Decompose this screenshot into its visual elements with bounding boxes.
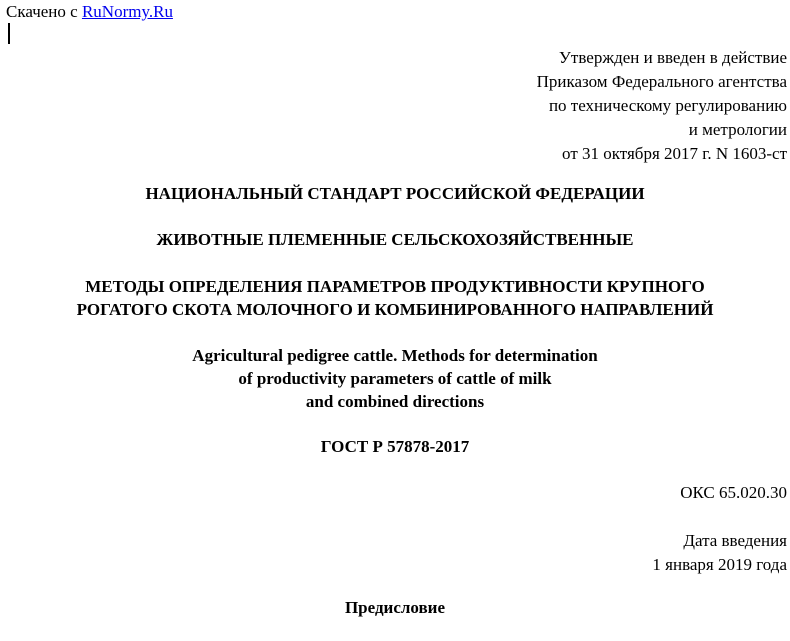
approval-line: от 31 октября 2017 г. N 1603-ст <box>562 144 787 163</box>
introduction-date-value: 1 января 2019 года <box>652 555 787 574</box>
gost-number: ГОСТ Р 57878-2017 <box>320 437 470 456</box>
oks-code: ОКС 65.020.30 <box>680 483 787 502</box>
english-title <box>0 344 790 413</box>
download-notice <box>6 2 173 22</box>
methods-title-line: МЕТОДЫ ОПРЕДЕЛЕНИЯ ПАРАМЕТРОВ ПРОДУКТИВНОСТИ КРУПНОГО <box>85 277 705 296</box>
approval-block <box>367 46 787 166</box>
approval-line: по техническому регулированию <box>548 96 787 115</box>
english-title-line: and combined directions <box>305 392 485 411</box>
national-standard-title: НАЦИОНАЛЬНЫЙ СТАНДАРТ РОССИЙСКОЙ ФЕДЕРАЦИИ <box>145 184 645 203</box>
english-title-line: Agricultural pedigree cattle. Methods for determination <box>192 346 598 365</box>
text-cursor <box>8 23 10 44</box>
runormy-link[interactable]: RuNormy.Ru <box>81 2 173 21</box>
foreword-heading: Предисловие <box>344 598 446 617</box>
download-notice-prefix: Скачено с <box>6 2 82 21</box>
english-title-line: of productivity parameters of cattle of milk <box>238 369 552 388</box>
approval-line: и метрологии <box>688 120 787 139</box>
methods-title-line: РОГАТОГО СКОТА МОЛОЧНОГО И КОМБИНИРОВАННОГО НАПРАВЛЕНИЙ <box>76 300 714 319</box>
introduction-date-block <box>652 529 787 577</box>
approval-line: Приказом Федерального агентства <box>536 72 787 91</box>
product-title: ЖИВОТНЫЕ ПЛЕМЕННЫЕ СЕЛЬСКОХОЗЯЙСТВЕННЫЕ <box>156 230 634 249</box>
methods-title <box>0 275 790 321</box>
introduction-date-label: Дата введения <box>683 531 787 550</box>
approval-line: Утвержден и введен в действие <box>558 48 787 67</box>
